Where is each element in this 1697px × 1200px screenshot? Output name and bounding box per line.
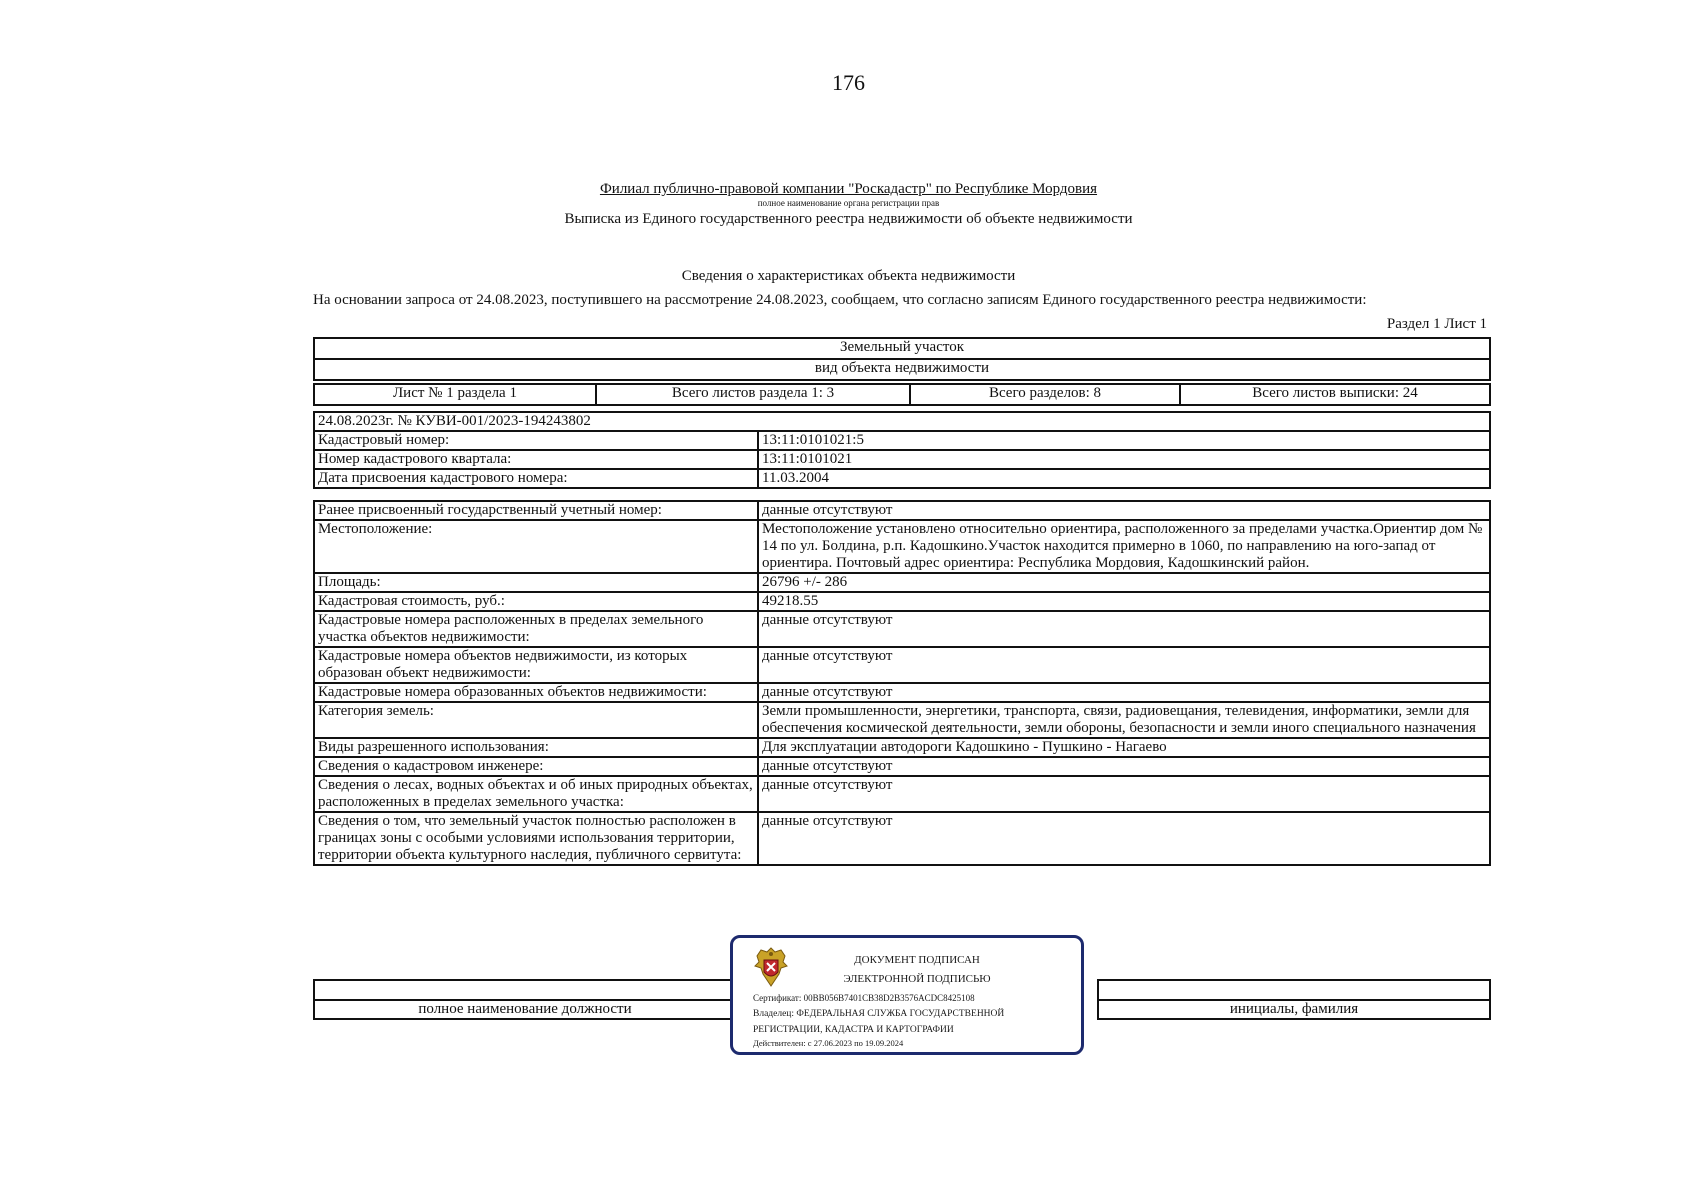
row-label: Кадастровые номера расположенных в пределах земельного участка объектов недвижимости: [314, 611, 758, 647]
row-value: Для эксплуатации автодороги Кадошкино - Пушкино - Нагаево [758, 738, 1490, 757]
row-label: Местоположение: [314, 520, 758, 573]
row-value: данные отсутствуют [758, 812, 1490, 865]
row-label: Кадастровые номера образованных объектов недвижимости: [314, 683, 758, 702]
stamp-certificate: Сертификат: 00BB056B7401CB38D2B3576ACDC8425108 [753, 993, 975, 1003]
row-label: Сведения о том, что земельный участок полностью расположен в границах зоны с особыми условиями использования территории, территории объекта культурного наследия, публичного сервитута: [314, 812, 758, 865]
row-label: Ранее присвоенный государственный учетный номер: [314, 501, 758, 520]
row-value: данные отсутствуют [758, 647, 1490, 683]
intro-text: На основании запроса от 24.08.2023, поступившего на рассмотрение 24.08.2023, сообщаем, что согласно записям Единого государственного реестра недвижимости: [313, 292, 1367, 308]
table-row [314, 592, 1490, 611]
sheets-info-table [313, 383, 1491, 406]
row-value: Земли промышленности, энергетики, транспорта, связи, радиовещания, телевидения, информатики, земли для обеспечения космической деятельности, земли обороны, безопасности и земли иного специального назначения [758, 702, 1490, 738]
request-info-table [313, 411, 1491, 489]
table-row [314, 611, 1490, 647]
row-value: 13:11:0101021:5 [758, 431, 1490, 450]
row-label: Площадь: [314, 573, 758, 592]
section-count: Всего разделов: 8 [910, 384, 1180, 405]
object-type: Земельный участок [314, 338, 1490, 359]
electronic-signature-stamp [730, 935, 1084, 1055]
row-value: 26796 +/- 286 [758, 573, 1490, 592]
row-value: данные отсутствуют [758, 757, 1490, 776]
total-sheet-count: Всего листов выписки: 24 [1180, 384, 1490, 405]
table-row [314, 520, 1490, 573]
sheet-reference: Раздел 1 Лист 1 [1386, 316, 1487, 332]
row-value: данные отсутствуют [758, 683, 1490, 702]
row-label: Виды разрешенного использования: [314, 738, 758, 757]
row-label: Кадастровые номера объектов недвижимости, из которых образован объект недвижимости: [314, 647, 758, 683]
position-caption: полное наименование должности [314, 1000, 736, 1019]
row-label: Сведения о кадастровом инженере: [314, 757, 758, 776]
row-value: 13:11:0101021 [758, 450, 1490, 469]
row-label: Кадастровый номер: [314, 431, 758, 450]
row-value: данные отсутствуют [758, 501, 1490, 520]
sheet-number: Лист № 1 раздела 1 [314, 384, 596, 405]
row-label: Кадастровая стоимость, руб.: [314, 592, 758, 611]
document-title: Выписка из Единого государственного реестра недвижимости об объекте недвижимости [564, 211, 1133, 227]
organization-name: Филиал публично-правовой компании "Роскадастр" по Республике Мордовия [599, 181, 1098, 197]
object-type-caption: вид объекта недвижимости [314, 359, 1490, 380]
row-value: 11.03.2004 [758, 469, 1490, 488]
table-row [314, 738, 1490, 757]
row-label: Номер кадастрового квартала: [314, 450, 758, 469]
characteristics-table [313, 500, 1491, 866]
table-row [314, 501, 1490, 520]
stamp-subtitle: ЭЛЕКТРОННОЙ ПОДПИСЬЮ [843, 973, 991, 985]
section-title: Сведения о характеристиках объекта недвижимости [681, 268, 1016, 284]
page-number: 176 [832, 70, 865, 95]
row-value: Местоположение установлено относительно ориентира, расположенного за пределами участка.Ориентир дом № 14 по ул. Болдина, р.п. Кадошкино.Участок находится примерно в 1060, по направлению на юго-запад от ориентира. Почтовый адрес ориентира: Республика Мордовия, Кадошкинский район. [758, 520, 1490, 573]
table-row [314, 812, 1490, 865]
name-caption: инициалы, фамилия [1098, 1000, 1490, 1019]
table-row [314, 573, 1490, 592]
table-row [314, 683, 1490, 702]
row-value: 49218.55 [758, 592, 1490, 611]
request-number: 24.08.2023г. № КУВИ-001/2023-194243802 [314, 412, 1490, 431]
table-row [314, 757, 1490, 776]
row-label: Категория земель: [314, 702, 758, 738]
table-row [314, 702, 1490, 738]
section-sheet-count: Всего листов раздела 1: 3 [596, 384, 910, 405]
stamp-validity: Действителен: с 27.06.2023 по 19.09.2024 [753, 1038, 904, 1048]
stamp-owner: Владелец: ФЕДЕРАЛЬНАЯ СЛУЖБА ГОСУДАРСТВЕННОЙ [753, 1009, 1005, 1019]
organization-caption: полное наименование органа регистрации прав [757, 198, 940, 208]
object-type-table [313, 337, 1491, 381]
row-value: данные отсутствуют [758, 611, 1490, 647]
table-row [314, 647, 1490, 683]
stamp-owner-continued: РЕГИСТРАЦИИ, КАДАСТРА И КАРТОГРАФИИ [753, 1025, 954, 1035]
stamp-title: ДОКУМЕНТ ПОДПИСАН [854, 954, 980, 966]
table-row [314, 776, 1490, 812]
row-value: данные отсутствуют [758, 776, 1490, 812]
row-label: Дата присвоения кадастрового номера: [314, 469, 758, 488]
row-label: Сведения о лесах, водных объектах и об иных природных объектах, расположенных в пределах земельного участка: [314, 776, 758, 812]
document-header [0, 181, 1697, 228]
